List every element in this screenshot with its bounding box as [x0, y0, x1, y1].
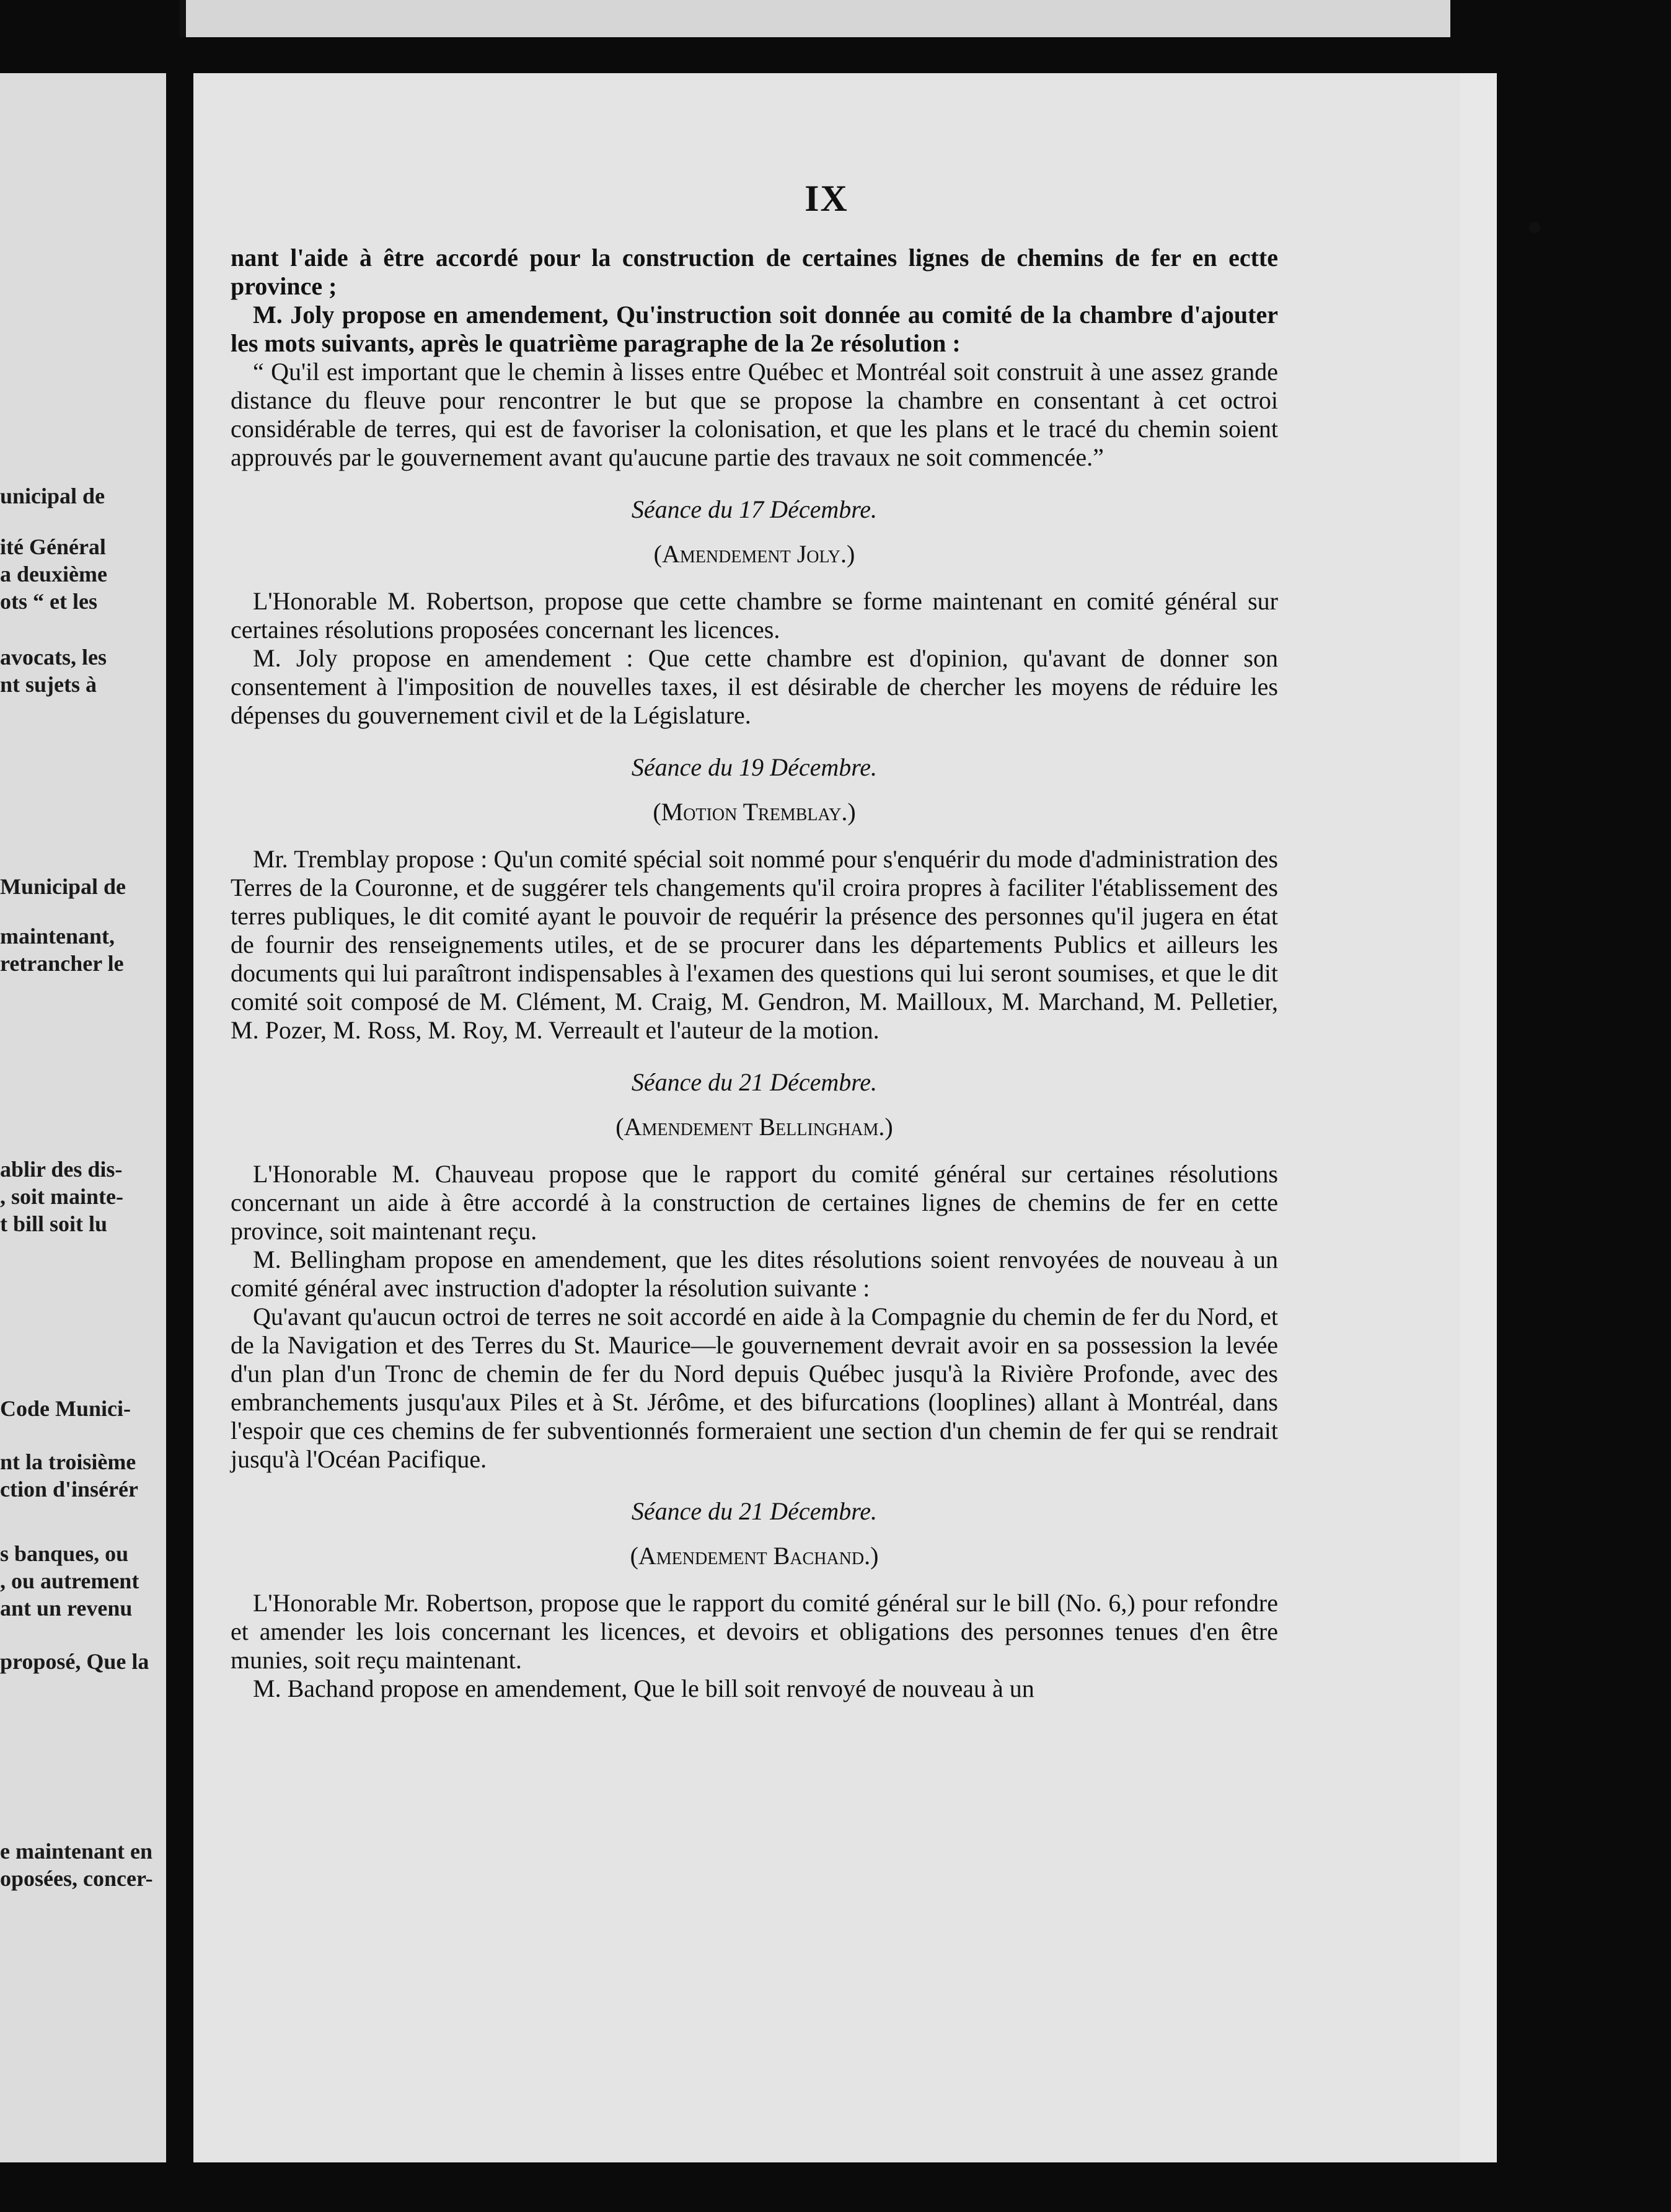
left-fragment: nt sujets à [0, 672, 97, 697]
paragraph: “ Qu'il est important que le chemin à lisses entre Québec et Montréal soit construit à une assez grande distance du fleuve pour rencontrer le but que se propose la chambre en consentant à cet octroi considérable de terres, qui est de favoriser la colonisation, et que les plans et le tracé du chemin soient approuvés par le gouvernement avant qu'aucune partie des travaux ne soit commencée.” [231, 358, 1278, 471]
left-fragment: ction d'insérér [0, 1477, 138, 1502]
paragraph: M. Bachand propose en amendement, Que le bill soit renvoyé de nouveau à un [253, 1674, 1034, 1702]
page-body [231, 244, 1278, 1703]
paragraph: Qu'avant qu'aucun octroi de terres ne soit accordé en aide à la Compagnie du chemin de fer du Nord, et de la Navigation et des Terres du St. Maurice—le gouvernement devrait avoir en sa possession la levée d'un plan d'un Tronc de chemin de fer du Nord depuis Québec jusqu'à la Rivière Profonde, avec des embranchements jusqu'aux Piles et à St. Jérôme, et des bifurcations (looplines) allant à Montréal, dans l'espoir que ces chemins de fer subventionnés formeraient une section d'un chemin de fer qui se rendrait jusqu'à l'Océan Pacifique. [231, 1303, 1278, 1473]
left-fragment: ots “ et les [0, 589, 97, 614]
top-page-edge [180, 0, 186, 37]
section-subheading: (Motion Tremblay.) [653, 798, 856, 826]
paragraph: M. Bellingham propose en amendement, que les dites résolutions soient renvoyées de nouveau à un comité général avec instruction d'adopter la résolution suivante : [231, 1245, 1278, 1302]
left-fragment: e maintenant en [0, 1839, 152, 1864]
left-fragment: a deuxième [0, 562, 107, 586]
ink-spot [1529, 222, 1540, 233]
left-fragment: ablir des dis- [0, 1157, 123, 1182]
section-heading: Séance du 17 Décembre. [631, 495, 878, 523]
paragraph: L'Honorable M. Robertson, propose que cette chambre se forme maintenant en comité général sur certaines résolutions proposées concernant les licences. [231, 587, 1278, 644]
main-page [193, 73, 1460, 2162]
paragraph: M. Joly propose en amendement : Que cette chambre est d'opinion, qu'avant de donner son consentement à l'imposition de nouvelles taxes, il est désirable de chercher les moyens de réduire les dépenses du gouvernement civil et de la Législature. [231, 644, 1278, 729]
left-fragment: unicipal de [0, 484, 105, 508]
section-heading: Séance du 21 Décembre. [631, 1068, 878, 1096]
page-number: IX [805, 178, 849, 219]
section-subheading: (Amendement Joly.) [653, 540, 855, 568]
left-fragment: maintenant, [0, 924, 115, 949]
left-fragment: ité Général [0, 534, 106, 559]
paragraph: M. Joly propose en amendement, Qu'instruction soit donnée au comité de la chambre d'ajouter les mots suivants, après le quatrième paragraphe de la 2e résolution : [231, 301, 1278, 357]
section-subheading: (Amendement Bellingham.) [615, 1113, 893, 1141]
left-fragment: t bill soit lu [0, 1211, 108, 1236]
section-heading: Séance du 19 Décembre. [631, 753, 878, 781]
left-fragment: avocats, les [0, 645, 107, 670]
left-fragment: ant un revenu [0, 1596, 133, 1621]
left-fragment: nt la troisième [0, 1449, 136, 1474]
left-fragment: , ou autrement [0, 1568, 139, 1593]
left-fragment: proposé, Que la [0, 1649, 149, 1674]
right-page-edge [1460, 73, 1497, 2162]
left-fragment: , soit mainte- [0, 1184, 123, 1209]
left-fragment: Municipal de [0, 874, 126, 899]
left-fragment: oposées, concer- [0, 1866, 153, 1891]
paragraph: Mr. Tremblay propose : Qu'un comité spécial soit nommé pour s'enquérir du mode d'administration des Terres de la Couronne, et de suggérer tels changements qu'il croira propres à faciliter l'établissement des terres publiques, le dit comité ayant le pouvoir de requérir la présence des personnes qu'il jugera en état de fournir des renseignements utiles, et de se procurer dans les départements Publics et ailleurs les documents qui lui paraîtront indispensables à l'examen des questions qui lui seront soumises, et que le dit comité soit composé de M. Clément, M. Craig, M. Gendron, M. Mailloux, M. Marchand, M. Pelletier, M. Pozer, M. Ross, M. Roy, M. Verreault et l'auteur de la motion. [231, 845, 1278, 1044]
section-heading: Séance du 21 Décembre. [631, 1497, 878, 1525]
paragraph: L'Honorable Mr. Robertson, propose que le rapport du comité général sur le bill (No. 6,) pour refondre et amender les lois concernant les licences, et devoirs et obligations des personnes tenues d'en être munies, soit reçu maintenant. [231, 1589, 1278, 1674]
left-fragment: retrancher le [0, 951, 124, 976]
left-adjacent-page [0, 73, 166, 2162]
paragraph: nant l'aide à être accordé pour la construction de certaines lignes de chemins de fer en ectte province ; [231, 244, 1278, 300]
left-fragment: s banques, ou [0, 1541, 129, 1566]
section-subheading: (Amendement Bachand.) [630, 1542, 879, 1570]
top-adjacent-page [180, 0, 1450, 37]
left-fragment: Code Munici- [0, 1396, 131, 1421]
paragraph: L'Honorable M. Chauveau propose que le rapport du comité général sur certaines résolutions concernant un aide à être accordé à la construction de certaines lignes de chemins de fer en cette province, soit maintenant reçu. [231, 1160, 1278, 1245]
